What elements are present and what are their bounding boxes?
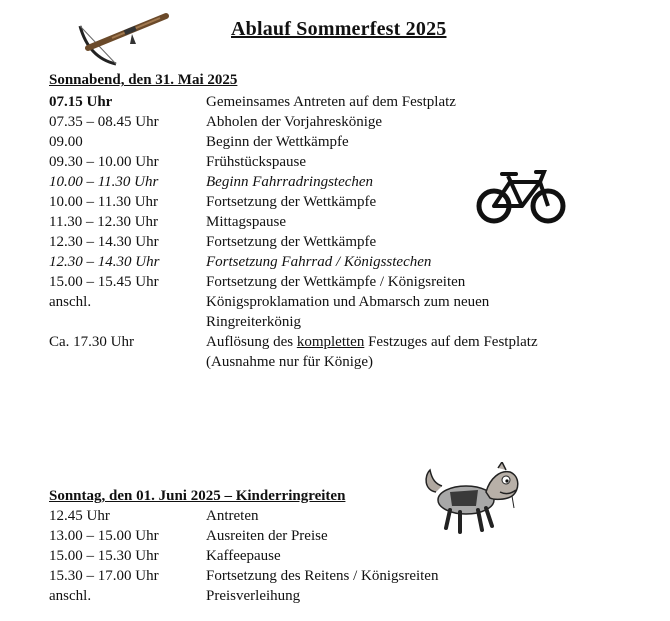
schedule-row [49, 92, 639, 112]
row-time: 10.00 – 11.30 Uhr [49, 194, 159, 210]
row-desc-line: Ringreiterkönig [206, 314, 301, 330]
row-desc: Beginn Fahrradringstechen [206, 174, 374, 190]
schedule-row [49, 252, 639, 272]
row-desc: Gemeinsames Antreten auf dem Festplatz [206, 94, 456, 110]
row-time: Ca. 17.30 Uhr [49, 334, 134, 350]
row-desc: Abholen der Vorjahreskönige [206, 114, 383, 130]
bicycle-icon [474, 166, 568, 226]
row-time: 15.30 – 17.00 Uhr [49, 568, 159, 584]
row-time: anschl. [49, 588, 92, 604]
row-desc: Ausreiten der Preise [206, 528, 328, 544]
row-time: 10.00 – 11.30 Uhr [49, 174, 159, 190]
row-time: 09.30 – 10.00 Uhr [49, 154, 159, 170]
row-desc-line [206, 332, 639, 352]
day1-heading: Sonnabend, den 31. Mai 2025 [49, 72, 238, 88]
schedule-row [49, 132, 639, 152]
day2-heading: Sonntag, den 01. Juni 2025 – Kinderringreiten [49, 488, 346, 504]
row-desc: Frühstückspause [206, 154, 306, 170]
horse-icon [420, 462, 530, 538]
row-time: 07.15 Uhr [49, 94, 113, 110]
row-desc-part: Festzuges auf dem Festplatz [364, 334, 538, 350]
row-desc: Kaffeepause [206, 548, 281, 564]
schedule-row [49, 332, 639, 372]
row-time: 12.30 – 14.30 Uhr [49, 254, 160, 270]
row-desc: Fortsetzung der Wettkämpfe / Königsreiten [206, 274, 466, 290]
row-desc-emphasis: kompletten [296, 334, 365, 350]
row-time: anschl. [49, 294, 92, 310]
row-time: 15.00 – 15.45 Uhr [49, 274, 159, 290]
schedule-row [49, 292, 639, 332]
row-time: 11.30 – 12.30 Uhr [49, 214, 159, 230]
row-desc [206, 332, 639, 372]
row-desc: Mittagspause [206, 214, 286, 230]
row-desc: Fortsetzung des Reitens / Königsreiten [206, 568, 439, 584]
row-desc: Preisverleihung [206, 588, 301, 604]
day1-schedule [49, 92, 639, 372]
row-time: 12.45 Uhr [49, 508, 110, 524]
row-desc-line: (Ausnahme nur für Könige) [206, 354, 374, 370]
schedule-row [49, 546, 639, 566]
row-time: 07.35 – 08.45 Uhr [49, 114, 159, 130]
schedule-row [49, 566, 639, 586]
row-desc: Fortsetzung der Wettkämpfe [206, 234, 377, 250]
row-desc: Fortsetzung Fahrrad / Königsstechen [206, 254, 432, 270]
day2-schedule [49, 506, 639, 606]
schedule-row [49, 586, 639, 606]
row-time: 15.00 – 15.30 Uhr [49, 548, 159, 564]
row-desc: Fortsetzung der Wettkämpfe [206, 194, 377, 210]
schedule-row [49, 526, 639, 546]
row-time: 12.30 – 14.30 Uhr [49, 234, 159, 250]
schedule-row [49, 112, 639, 132]
row-time: 13.00 – 15.00 Uhr [49, 528, 159, 544]
schedule-row [49, 272, 639, 292]
row-desc: Beginn der Wettkämpfe [206, 134, 349, 150]
schedule-row [49, 506, 639, 526]
row-time: 09.00 [49, 134, 83, 150]
schedule-row [49, 232, 639, 252]
crossbow-icon [72, 8, 172, 66]
row-desc-part: Auflösung des [206, 334, 297, 350]
page-title: Ablauf Sommerfest 2025 [231, 18, 447, 40]
row-desc [206, 292, 639, 332]
row-desc: Antreten [206, 508, 259, 524]
row-desc-line: Königsproklamation und Abmarsch zum neuen [206, 294, 490, 310]
